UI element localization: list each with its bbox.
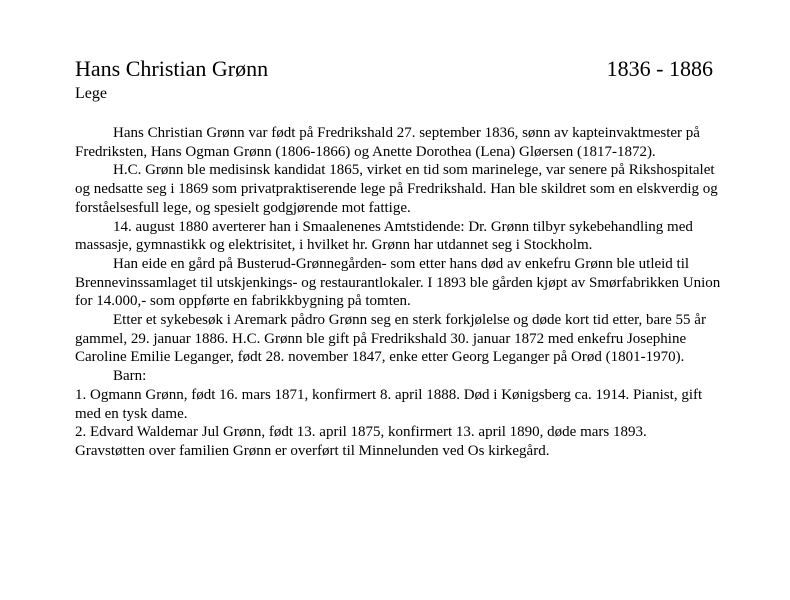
child-item: 1. Ogmann Grønn, født 16. mars 1871, konfirmert 8. april 1888. Død i Kønigsberg ca. 1914. Pianist, gift med en tysk dame. bbox=[75, 386, 703, 422]
life-years: 1836 - 1886 bbox=[606, 56, 713, 81]
child-item: 2. Edvard Waldemar Jul Grønn, født 13. april 1875, konfirmert 13. april 1890, døde mars 1893. bbox=[75, 424, 647, 441]
biography-body bbox=[75, 124, 725, 461]
children-heading: Barn: bbox=[113, 368, 147, 385]
profession: Lege bbox=[75, 85, 107, 102]
paragraph-death-marriage: Etter et sykebesøk i Aremark pådro Grønn seg en sterk forkjølelse og døde kort tid etter, bare 55 år gammel, 29. januar 1886. H.C. Grønn ble gift på Fredrikshald 30. januar 1872 med enkefru Josephine Caroline Emilie Leganger, født 28. november 1847, enke etter Georg Leganger på Orød (1801-1970). bbox=[75, 312, 706, 366]
paragraph-career: H.C. Grønn ble medisinsk kandidat 1865, virket en tid som marinelege, var senere på Rikshospitalet og nedsatte seg i 1869 som privatpraktiserende lege på Fredrikshald. Han ble skildret som en elskverdig og forståelsesfull lege, og spesielt godgjørende mot fattige. bbox=[75, 162, 718, 216]
person-name: Hans Christian Grønn bbox=[75, 56, 269, 81]
paragraph-birth: Hans Christian Grønn var født på Fredrikshald 27. september 1836, sønn av kapteinvaktmester på Fredriksten, Hans Ogman Grønn (1806-1866) og Anette Dorothea (Lena) Gløersen (1817-1872). bbox=[75, 125, 700, 160]
paragraph-gravestone: Gravstøtten over familien Grønn er overført til Minnelunden ved Os kirkegård. bbox=[75, 442, 550, 459]
paragraph-advertisement: 14. august 1880 averterer han i Smaalenenes Amtstidende: Dr. Grønn tilbyr sykebehandling med massasje, gymnastikk og elektrisitet, i hvilket hr. Grønn har utdannet seg i Stockholm. bbox=[75, 218, 693, 254]
paragraph-property: Han eide en gård på Busterud-Grønnegården- som etter hans død av enkefru Grønn ble utleid til Brennevinssamlaget til utskjenkings- og restaurantlokaler. I 1893 ble gården kjøpt av Smørfabrikken Union for 14.000,- som oppførte en fabrikkbygning på tomten. bbox=[75, 255, 721, 310]
